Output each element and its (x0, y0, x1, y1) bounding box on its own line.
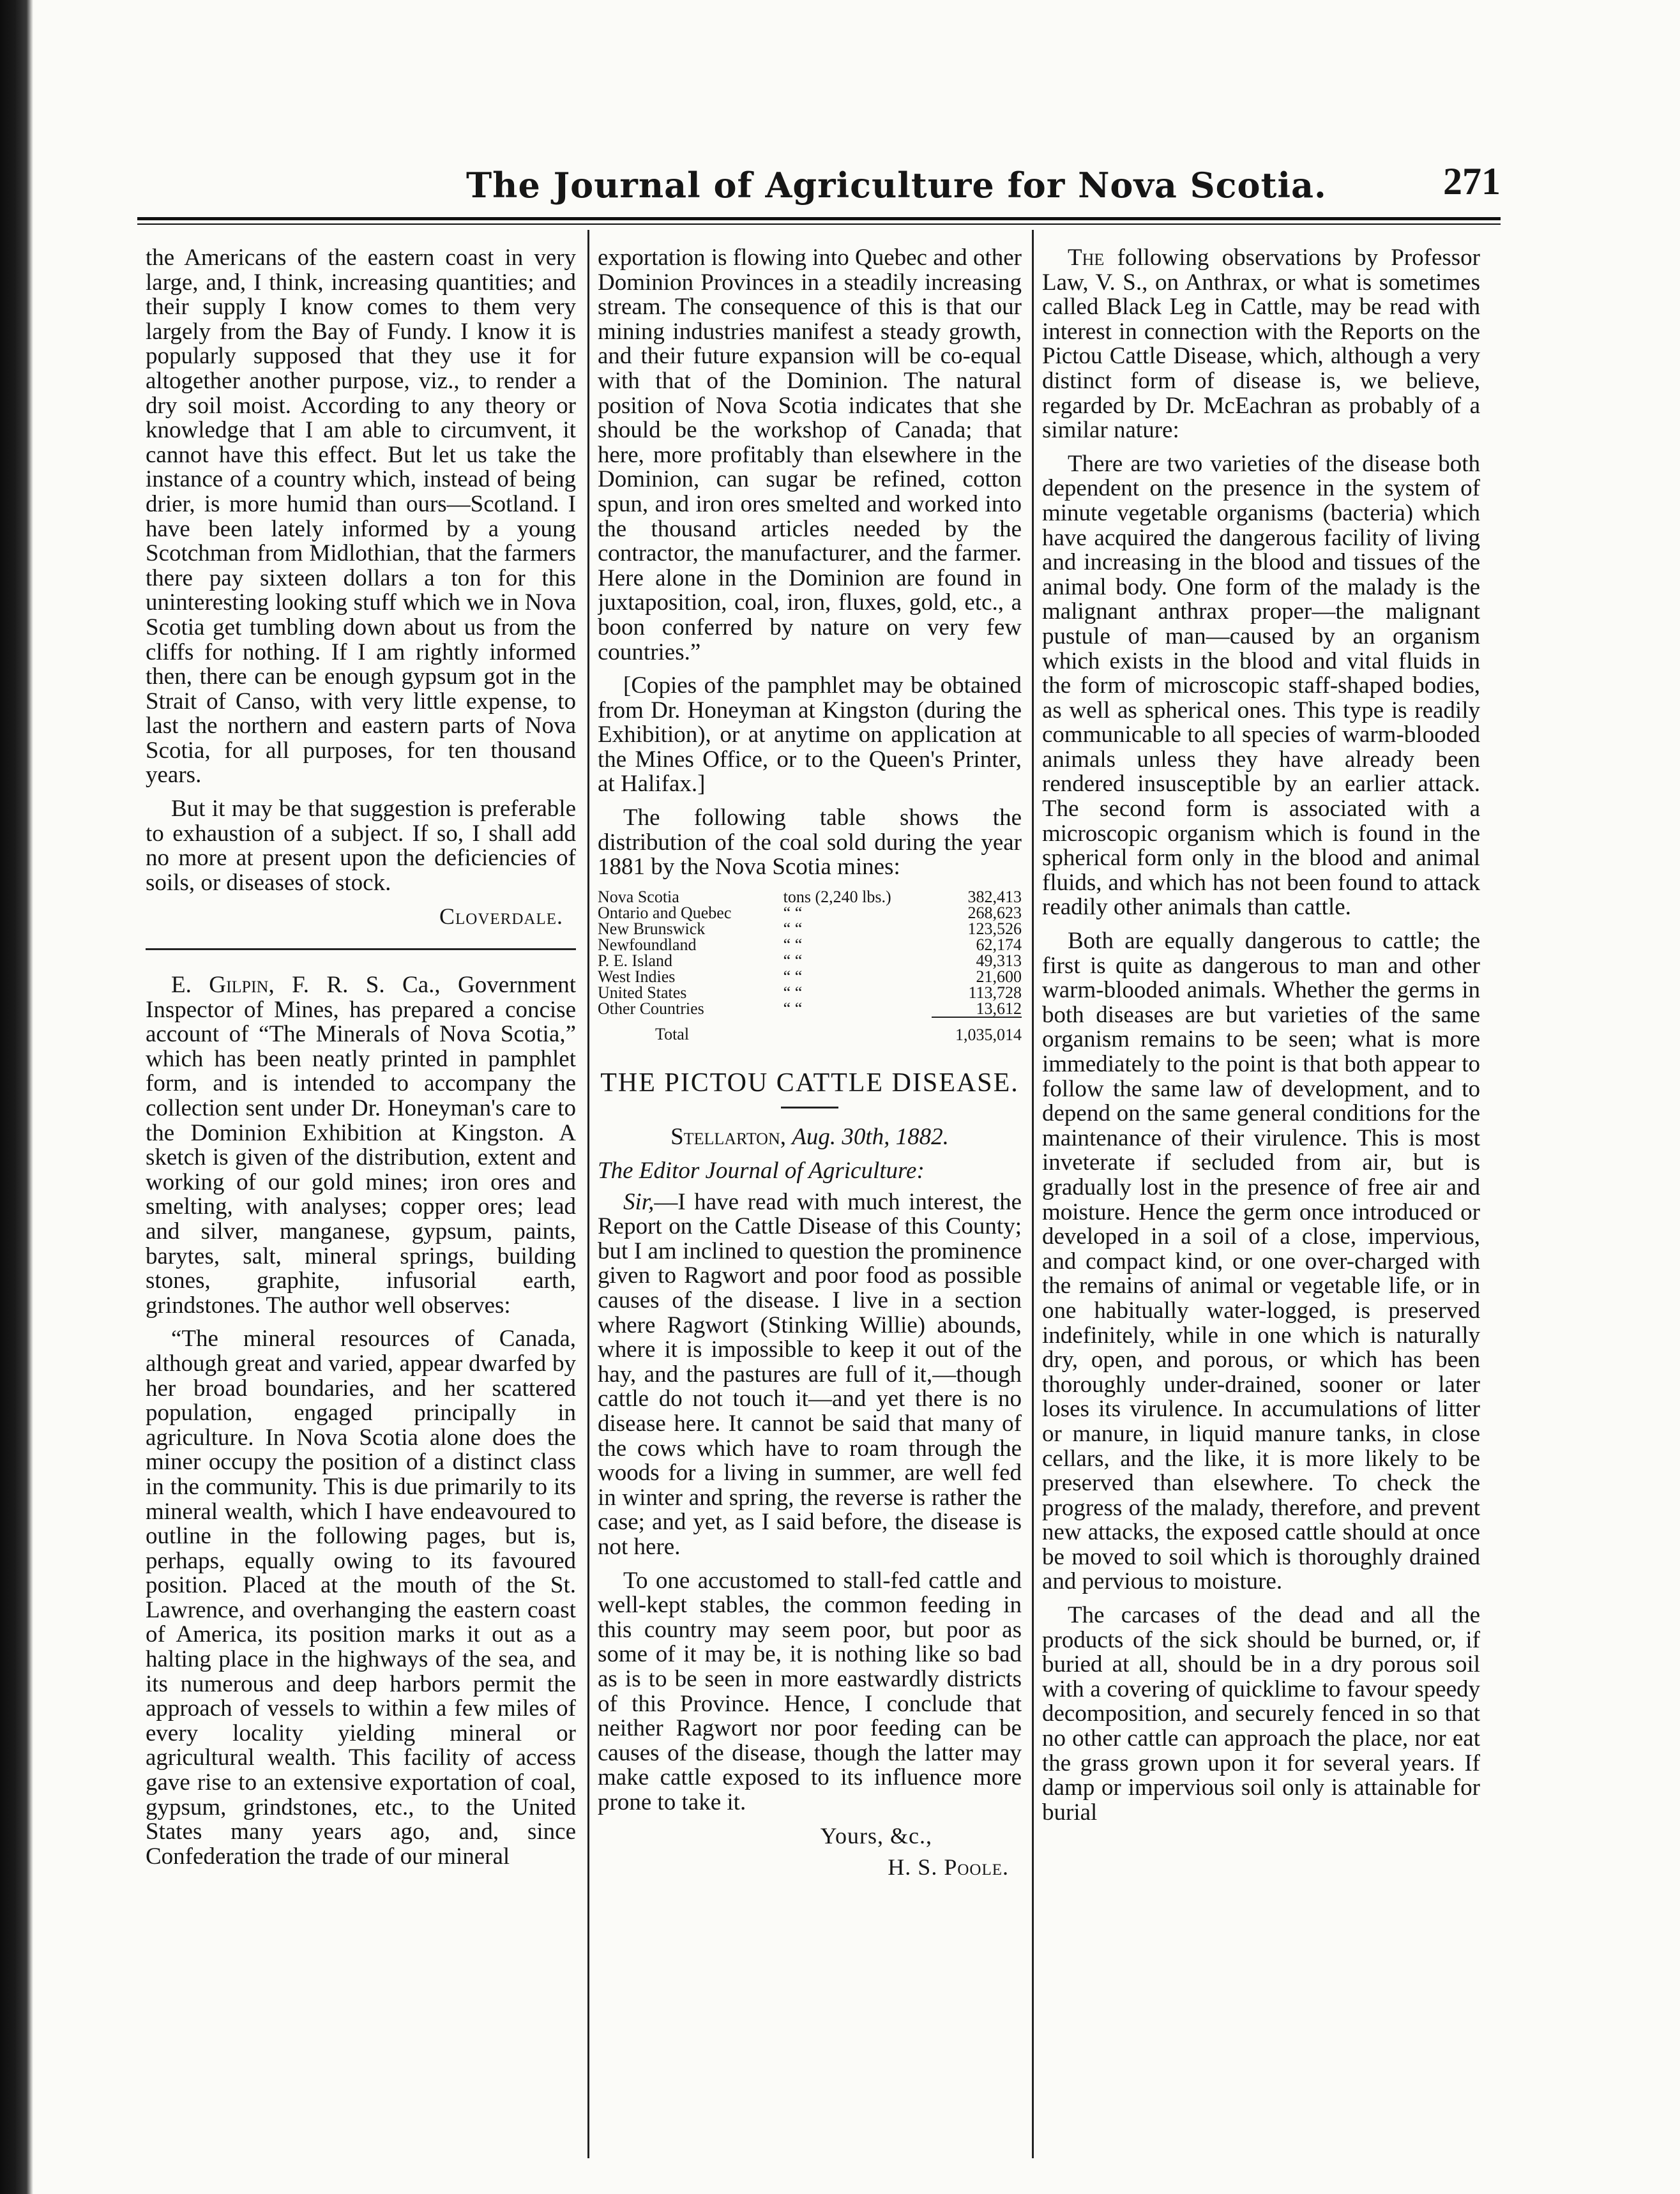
coal-table-row (598, 985, 1022, 1001)
column-divider-1 (587, 230, 589, 2158)
col3-paragraph-2: There are two varieties of the disease both dependent on the presence in the system of minute vegetable organisms (bacteria) which have acquired the dangerous facility of living and increasing in the blood and tissues of the animal body. One form of the malady is the malignant anthrax proper—the malignant pustule of man—caused by an organism which exists in the blood and vital fluids in the form of microscopic staff-shaped bodies, as well as spherical ones. This type is readily communicable to all species of warm-blooded animals unless they have already been rendered insusceptible by an earlier attack. The second form is associated with a microscopic organism which is found in the spherical form only in the blood and animal fluids, and which has not been found to attack readily other animals than cattle. (1042, 450, 1480, 921)
coal-table-row (598, 953, 1022, 969)
page-header (134, 156, 1501, 207)
coal-unit: “ “ (783, 999, 803, 1018)
letter-text-1: —I have read with much interest, the Report on the Cattle Disease of this County; but I am inclined to question the prominence given to Ragwort and poor food as possible causes of the disease. I live in a section where Ragwort (Stinking Willie) abounds, where it is impossible to keep it out of the hay, and the pastures are full of it,—though cattle do not touch it—and yet there is no disease here. It cannot be said that many of the cows which have to roam through the woods for a living in summer, are well fed in winter and spring, the reverse is rather the case; and yet, as I said before, the disease is not here. (598, 1188, 1022, 1560)
coal-unit: “ “ (783, 935, 803, 954)
coal-table-row (598, 1001, 1022, 1017)
page-number: 271 (1443, 160, 1501, 202)
column-2 (598, 246, 1022, 2174)
coal-value: 123,526 (967, 919, 1022, 938)
article-separator (146, 948, 576, 950)
coal-place: Newfoundland (598, 935, 697, 954)
salutation: The Editor Journal of Agriculture: (598, 1158, 925, 1184)
coal-value: 382,413 (967, 887, 1022, 906)
coal-value: 268,623 (967, 903, 1022, 922)
coal-place: West Indies (598, 967, 676, 986)
col1-paragraph-3 (146, 973, 576, 1318)
coal-unit: “ “ (783, 903, 803, 922)
gilpin-text: , F. R. S. Ca., Government Inspector of Mines, has prepared a concise account of “The Minerals of Nova Scotia,” which has been neatly printed in pamphlet form, and is intended to accompany the collection sent under Dr. Honeyman's care to the Dominion Exhibition at Kingston. A sketch is given of the distribution, extent and working of our gold mines; iron ores and smelting, with analyses; copper ores; lead and silver, manganese, gypsum, paints, barytes, salt, mineral springs, building stones, graphite, infusorial earth, grindstones. The author well observes: (146, 972, 576, 1319)
coal-place: New Brunswick (598, 919, 706, 938)
dateline-place: Stellarton, (670, 1124, 786, 1151)
coal-table-row (598, 921, 1022, 937)
coal-total-row (598, 1017, 1022, 1043)
letter-signature: H. S. Poole. (888, 1854, 1009, 1880)
coal-place: Nova Scotia (598, 887, 679, 906)
coal-total-value: 1,035,014 (932, 1017, 1022, 1043)
dateline-date: Aug. 30th, 1882. (792, 1124, 949, 1151)
col2-paragraph-2: [Copies of the pamphlet may be obtained from Dr. Honeyman at Kingston (during the Exhibition), or at anytime on application at the Mines Office, or to the Queen's Printer, at Halifax.] (598, 672, 1022, 798)
col2-paragraph-1: exportation is flowing into Quebec and other Dominion Provinces in a steadily increasing stream. The consequence of this is that our mining industries manifest a steady growth, and their future expansion will be co-equal with that of the Dominion. The natural position of Nova Scotia indicates that she should be the workshop of Canada; that here, more profitably than elsewhere in the Dominion, can sugar be refined, cotton spun, and iron ores smelted and worked into the thousand articles needed by the contractor, the manufacturer, and the farmer. Here alone in the Dominion are found in juxtaposition, coal, iron, fluxes, gold, etc., a boon conferred by nature on very few countries.” (598, 246, 1022, 665)
col1-paragraph-1: the Americans of the eastern coast in very large, and, I think, increasing quantities; and their supply I know comes to them very largely from the Bay of Fundy. I know it is popularly supposed that they use it for altogether another purpose, viz., to render a dry soil moist. According to any theory or knowledge that I am able to circumvent, it cannot have this effect. But let us take the instance of a country which, instead of being drier, is more humid than ours—Scotland. I have been lately informed by a young Scotchman from Midlothian, that the farmers there pay sixteen dollars a ton for this uninteresting looking stuff which we in Nova Scotia get tumbling down about us from the cliffs for nothing. If I am rightly informed then, there can be enough gypsum got in the Strait of Canso, with very little expense, to last the northern and eastern parts of Nova Scotia, for all purposes, for ten thousand years. (146, 246, 576, 789)
col2-paragraph-3: The following table shows the distribution of the coal sold during the year 1881 by the Nova Scotia mines: (598, 805, 1022, 881)
coal-value: 21,600 (976, 967, 1022, 986)
coal-table-row (598, 937, 1022, 953)
letter-closing: Yours, &c., (820, 1823, 932, 1849)
gilpin-name: E. Gilpin (171, 972, 269, 999)
coal-place: Ontario and Quebec (598, 903, 732, 922)
journal-title: The Journal of Agriculture for Nova Scotia. (466, 165, 1327, 206)
coal-place: Other Countries (598, 999, 704, 1018)
col3-paragraph-1-text: following observations by Professor Law, V. S., on Anthrax, or what is sometimes called Black Leg in Cattle, may be read with interest in connection with the Reports on the Pictou Cattle Disease, which, although a very distinct form of disease is, we believe, regarded by Dr. McEachran as probably of a similar nature: (1042, 246, 1480, 444)
column-1 (146, 246, 576, 2174)
coal-table-row (598, 905, 1022, 921)
coal-unit: tons (2,240 lbs.) (783, 887, 891, 906)
book-binding-shadow (0, 0, 33, 2194)
coal-unit: “ “ (783, 967, 803, 986)
col1-paragraph-2: But it may be that suggestion is preferable to exhaustion of a subject. If so, I shall add no more at present upon the deficiencies of soils, or diseases of stock. (146, 796, 576, 896)
coal-table-row (598, 969, 1022, 985)
letter-paragraph-2: To one accustomed to stall-fed cattle and well-kept stables, the common feeding in this country may seem poor, but poor as some of it may be, it is nothing like so bad as is to be seen in more eastwardly districts of this Province. Hence, I conclude that neither Ragwort nor poor feeding can be causes of the disease, though the latter may make cattle exposed to its influence more prone to take it. (598, 1567, 1022, 1815)
coal-unit: “ “ (783, 983, 803, 1002)
coal-value: 113,728 (968, 983, 1022, 1002)
col3-paragraph-1 (1042, 246, 1480, 443)
col1-paragraph-4: “The mineral resources of Canada, although great and varied, appear dwarfed by her broad boundaries, and her scattered population, engaged principally in agriculture. In Nova Scotia alone does the miner occupy the position of a distinct class in the community. This is due primarily to its mineral wealth, which I have endeavoured to outline in the following pages, but is, perhaps, equally owing to its favoured position. Placed at the mouth of the St. Lawrence, and overhanging the eastern coast of America, its position marks it out as a halting place in the highways of the sea, and its numerous and deep harbors permit the approach of vessels to within a few miles of every locality yielding mineral or agricultural wealth. This facility of access gave rise to an extensive exportation of coal, gypsum, grindstones, etc., to the United States many years ago, and, since Confederation the trade of our mineral (146, 1326, 576, 1870)
header-rule-thin (137, 223, 1501, 225)
coal-value: 62,174 (976, 935, 1022, 954)
coal-table-row (598, 889, 1022, 905)
col3-paragraph-3: Both are equally dangerous to cattle; the first is quite as dangerous to man and other warm-blooded animals. Whether the germs in both diseases are but varieties of the same organism remains to be seen; what is more immediately to the point is that both appear to follow the same law of development, and to depend on the same general conditions for the maintenance of their virulence. This is most inveterate if secluded from air, but is gradually lost in the presence of free air and moisture. Hence the germ once introduced or developed in a soil of a close, impervious, and compact kind, or one over-charged with the remains of animal or vegetable life, or in one habitually water-logged, is preserved indefinitely, while in one which is naturally dry, open, and porous, or which has been thoroughly under-drained, sooner or later loses its virulence. In accumulations of litter or manure, in liquid manure tanks, in close cellars, and the like, it is more likely to be preserved than elsewhere. To check the progress of the malady, therefore, and prevent new attacks, the exposed cattle should at once be moved to soil which is thoroughly drained and pervious to moisture. (1042, 928, 1480, 1595)
coal-place: United States (598, 983, 687, 1002)
coal-unit: “ “ (783, 919, 803, 938)
col3-lead: The (1068, 246, 1105, 271)
coal-value: 49,313 (976, 951, 1022, 970)
col3-paragraph-4: The carcases of the dead and all the products of the sick should be burned, or, if buried at all, should be in a dry porous soil with a covering of quicklime to favour speedy decomposition, and securely fenced in so that no other cattle can approach the place, nor eat the grass grown upon it for several years. If damp or impervious soil only is attainable for burial (1042, 1602, 1480, 1826)
section-heading: THE PICTOU CATTLE DISEASE. (600, 1068, 1019, 1098)
column-3 (1042, 246, 1480, 2174)
cloverdale-signature: Cloverdale. (439, 904, 563, 930)
coal-total-label: Total (655, 1025, 690, 1044)
coal-place: P. E. Island (598, 951, 672, 970)
column-divider-2 (1032, 230, 1034, 2158)
coal-value: 13,612 (976, 999, 1022, 1018)
letter-paragraph-1 (598, 1190, 1022, 1560)
dateline (598, 1125, 1022, 1150)
letter-sir: Sir, (623, 1188, 655, 1215)
coal-unit: “ “ (783, 951, 803, 970)
header-rule (137, 217, 1501, 220)
coal-distribution-table (598, 889, 1022, 1043)
heading-rule (781, 1107, 838, 1108)
